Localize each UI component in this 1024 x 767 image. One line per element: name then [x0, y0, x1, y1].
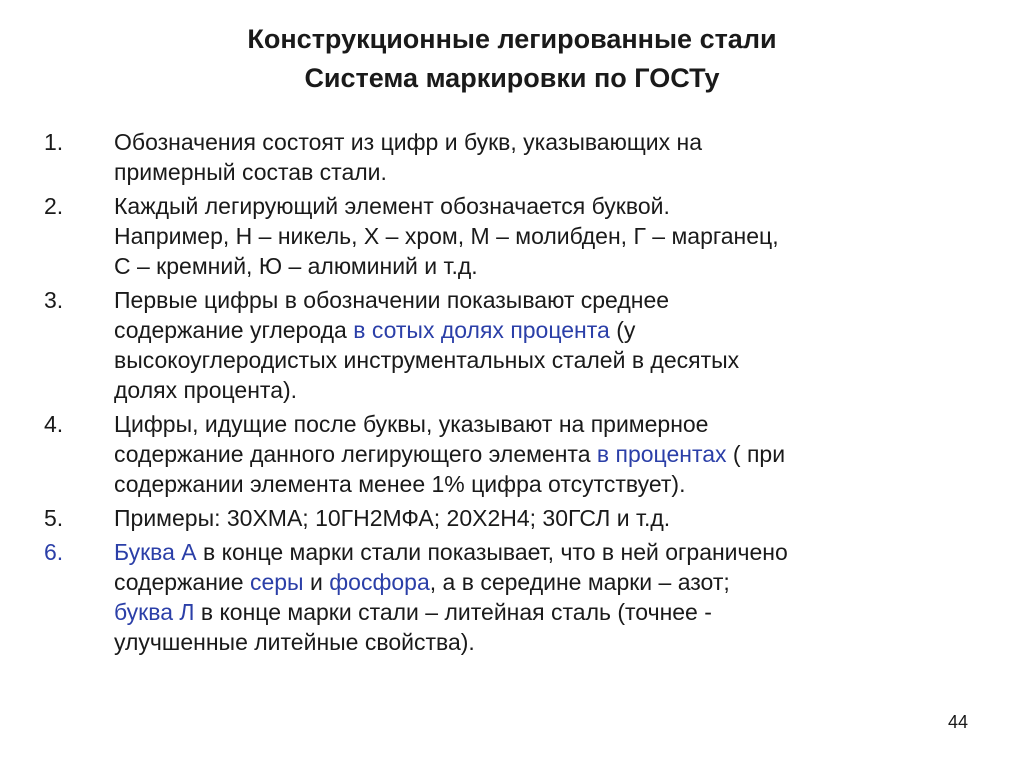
- text-line: [114, 503, 964, 533]
- list-item: [44, 409, 964, 499]
- list-item-number: 6.: [44, 539, 64, 565]
- highlighted-term: Буква А: [114, 539, 197, 565]
- list-item-text: [114, 191, 964, 281]
- highlighted-term: буква Л: [114, 599, 195, 625]
- text-line: [114, 127, 964, 157]
- text-segment: высокоуглеродистых инструментальных сталей в десятых: [114, 347, 740, 373]
- title-line-2: Система маркировки по ГОСТу: [304, 63, 720, 93]
- text-segment: С – кремний, Ю – алюминий и т.д.: [114, 253, 478, 279]
- text-line: [114, 567, 964, 597]
- list-item-number: 3.: [44, 287, 64, 313]
- list-item-text: [114, 285, 964, 405]
- numbered-list: [44, 127, 964, 661]
- page-number: 44: [947, 712, 968, 732]
- text-line: [114, 157, 964, 187]
- text-segment: Цифры, идущие после буквы, указывают на примерное: [114, 411, 709, 437]
- text-line: [114, 469, 964, 499]
- list-item: [44, 503, 964, 533]
- text-line: [114, 285, 964, 315]
- text-line: [114, 627, 964, 657]
- text-line: [114, 191, 964, 221]
- text-segment: содержание углерода: [114, 317, 354, 343]
- text-segment: Первые цифры в обозначении показывают среднее: [114, 287, 670, 313]
- text-segment: Каждый легирующий элемент обозначается буквой.: [114, 193, 670, 219]
- text-segment: примерный состав стали.: [114, 159, 387, 185]
- text-segment: Обозначения состоят из цифр и букв, указывающих на: [114, 129, 703, 155]
- list-item: [44, 191, 964, 281]
- highlighted-term: в сотых долях процента: [353, 317, 610, 343]
- text-segment: содержание данного легирующего элемента: [114, 441, 597, 467]
- list-item-text: [114, 537, 964, 657]
- text-segment: в конце марки стали показывает, что в ней ограничено: [196, 539, 788, 565]
- text-line: [114, 537, 964, 567]
- list-item-number: 5.: [44, 505, 64, 531]
- text-line: [114, 597, 964, 627]
- highlighted-term: фосфора: [329, 569, 430, 595]
- text-segment: содержание: [114, 569, 250, 595]
- list-item-text: [114, 503, 964, 533]
- text-line: [114, 345, 964, 375]
- list-item: [44, 285, 964, 405]
- list-item-number: 2.: [44, 193, 64, 219]
- text-segment: и: [303, 569, 330, 595]
- list-item-number: 4.: [44, 411, 64, 437]
- text-line: [114, 409, 964, 439]
- highlighted-term: серы: [249, 569, 304, 595]
- title-line-1: Конструкционные легированные стали: [247, 24, 777, 54]
- text-segment: содержании элемента менее 1% цифра отсутствует).: [114, 471, 686, 497]
- text-segment: , а в середине марки – азот;: [429, 569, 730, 595]
- list-item-text: [114, 409, 964, 499]
- list-item: [44, 537, 964, 657]
- text-segment: ( при: [726, 441, 786, 467]
- text-segment: улучшенные литейные свойства).: [114, 629, 475, 655]
- list-item-text: [114, 127, 964, 187]
- highlighted-term: в процентах: [596, 441, 727, 467]
- text-line: [114, 251, 964, 281]
- text-segment: (у: [609, 317, 636, 343]
- slide-title: [0, 20, 1024, 98]
- text-line: [114, 315, 964, 345]
- list-item-number: 1.: [44, 129, 64, 155]
- text-line: [114, 375, 964, 405]
- text-segment: в конце марки стали – литейная сталь (точнее -: [194, 599, 712, 625]
- text-segment: Примеры: 30ХМА; 10ГН2МФА; 20Х2Н4; 30ГСЛ и т.д.: [114, 505, 671, 531]
- text-line: [114, 439, 964, 469]
- text-segment: Например, Н – никель, Х – хром, М – молибден, Г – марганец,: [114, 223, 779, 249]
- list-item: [44, 127, 964, 187]
- text-line: [114, 221, 964, 251]
- text-segment: долях процента).: [114, 377, 298, 403]
